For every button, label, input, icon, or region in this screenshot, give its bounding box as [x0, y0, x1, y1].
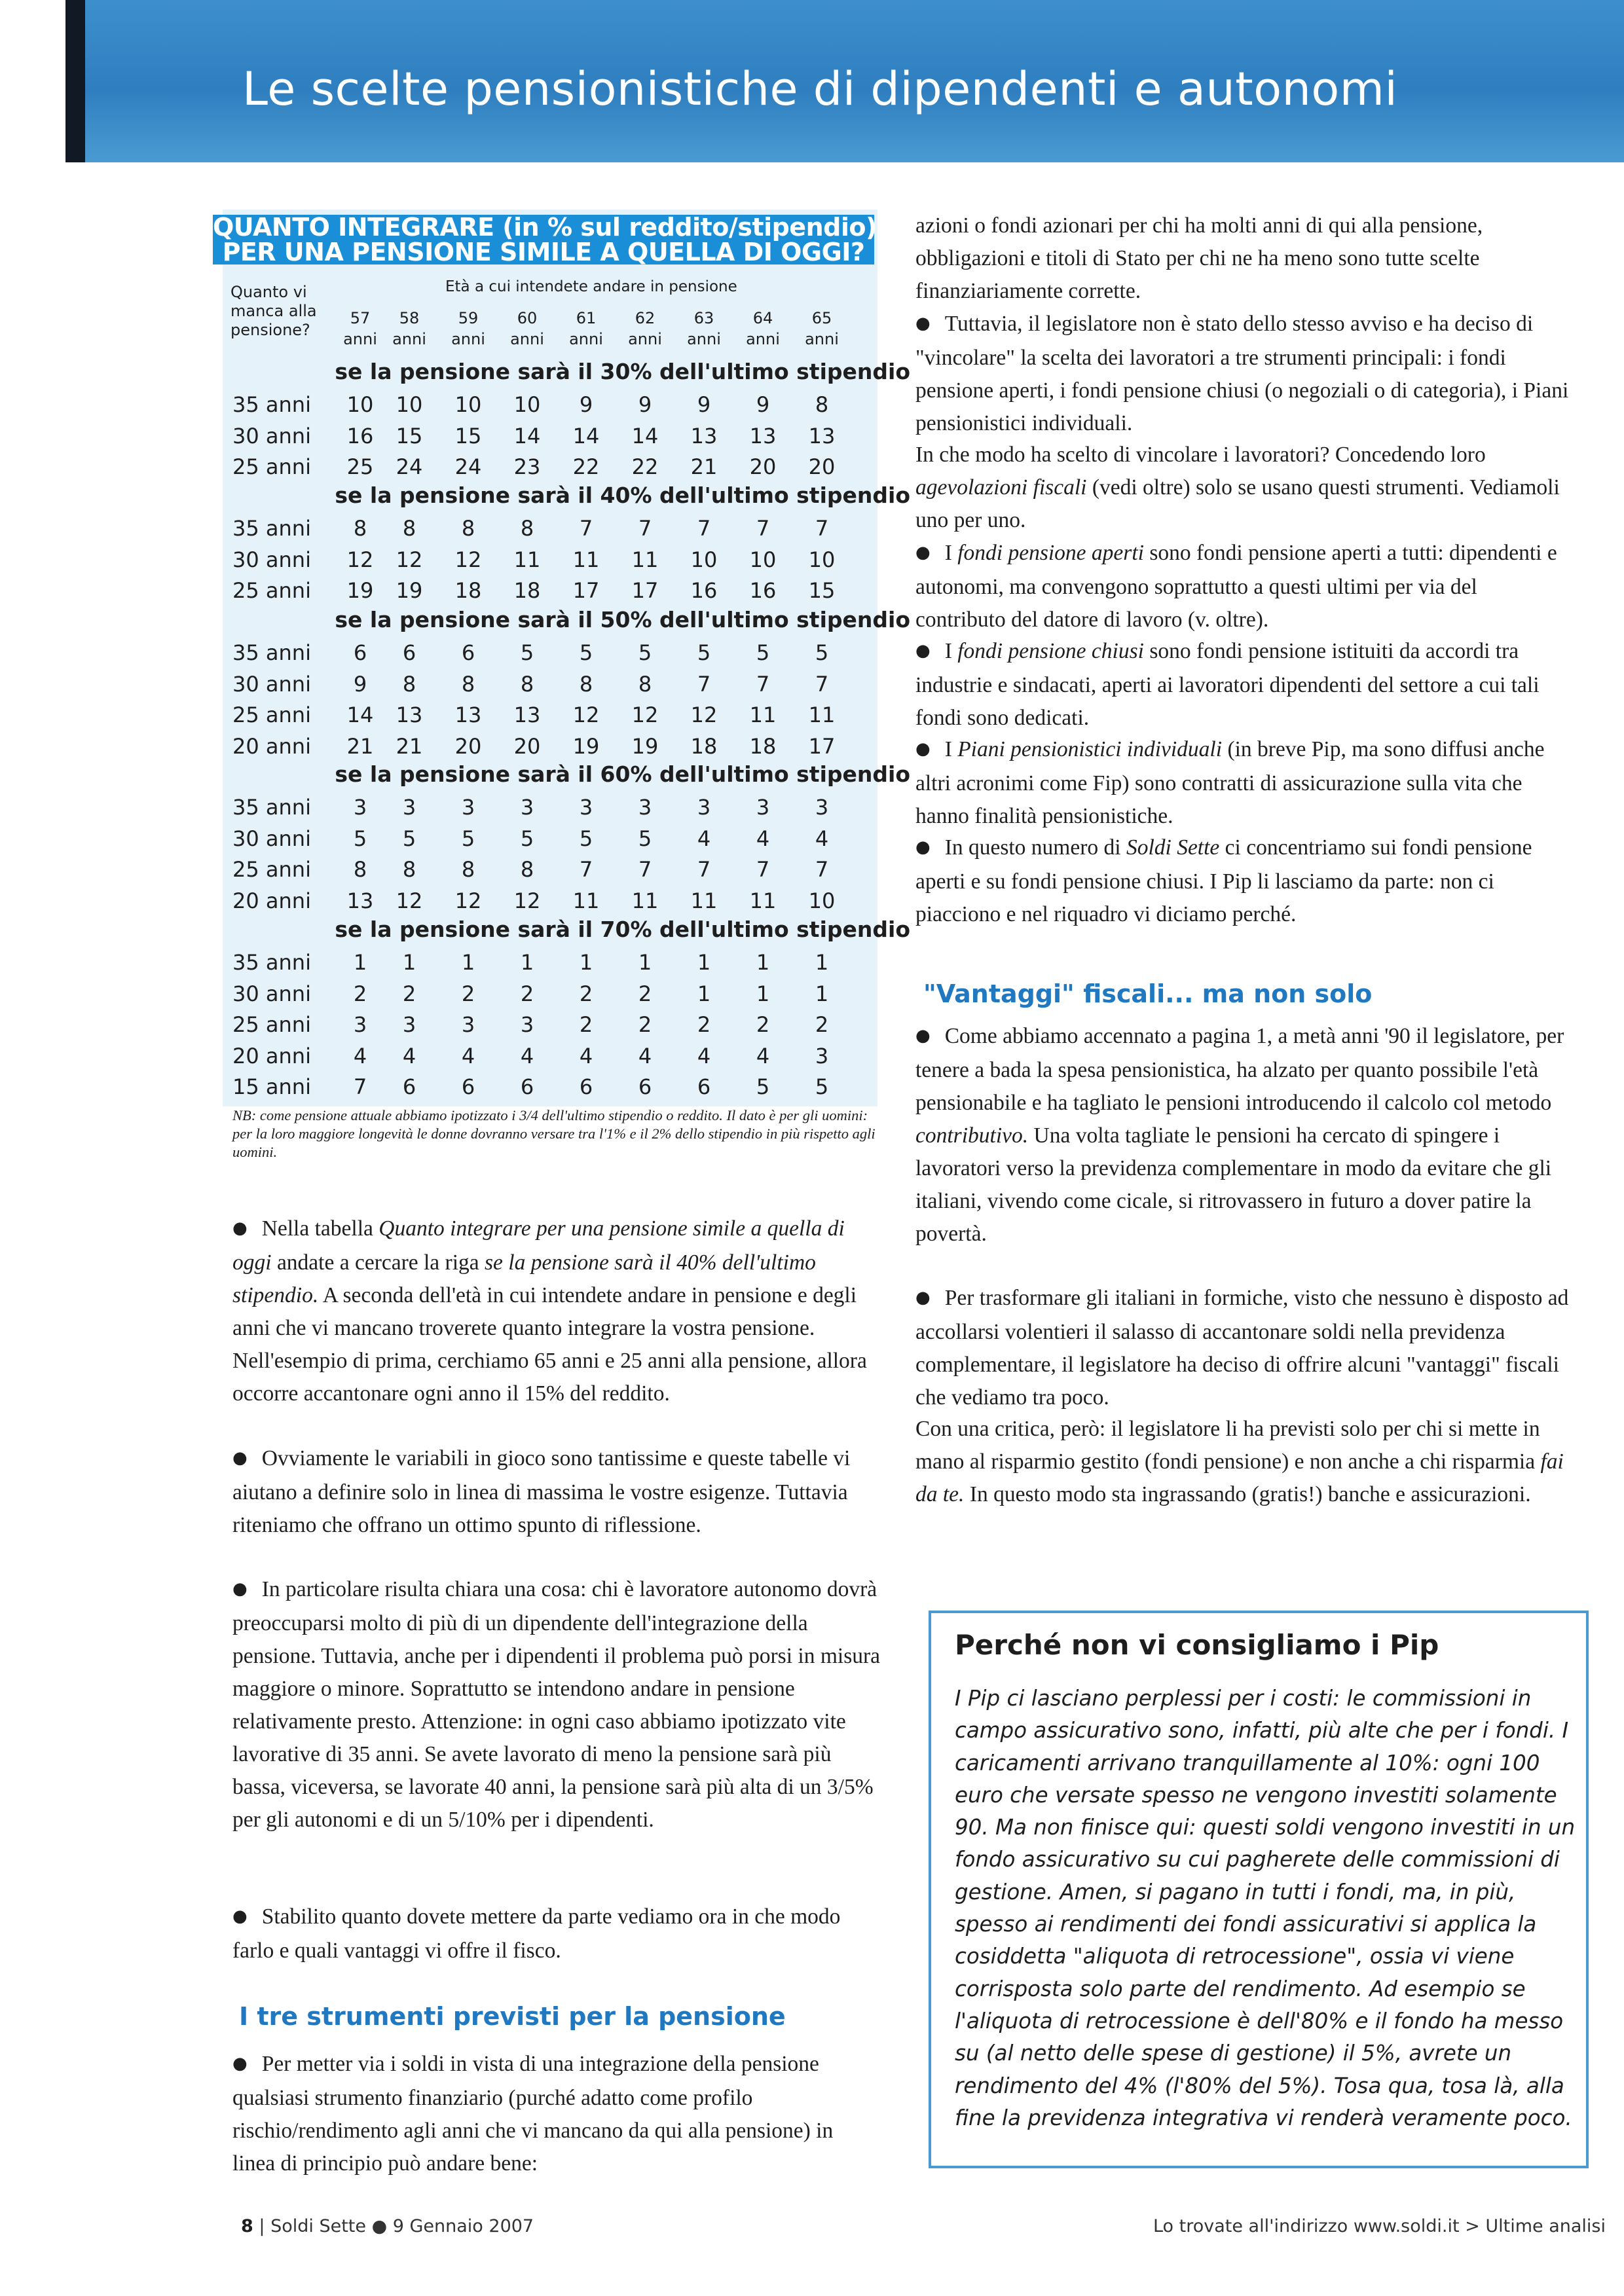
table-cell: 14 [572, 423, 600, 448]
left-paragraph-1: ● Nella tabella Quanto integrare per una pensione simile a quella di oggi andate a cercare la riga se la pensione sarà il 40% dell'ultimo stipendio. A seconda dell'età in cui intendete andare in pensione e degli anni che vi mancano troverete quanto integrare la vostra pensione. Nell'esempio di prima, cerchiamo 65 anni e 25 anni alla pensione, allora occorre accantonare ogni anno il 15% del reddito. [232, 1216, 867, 1406]
age-unit: anni [746, 330, 780, 348]
table-row-label: 20 anni [232, 888, 311, 913]
table-cell: 4 [461, 1043, 475, 1068]
table-row-label: 20 anni [232, 733, 311, 759]
table-cell: 13 [396, 702, 423, 727]
table-cell: 20 [808, 454, 836, 479]
table-cell: 6 [461, 1074, 475, 1099]
table-cell: 10 [346, 392, 374, 417]
table-cell: 11 [690, 888, 718, 913]
table-row-label: 25 anni [232, 454, 311, 479]
left-paragraph-4: ● Stabilito quanto dovete mettere da parte vediamo ora in che modo farlo e quali vantaggi vi offre il fisco. [232, 1904, 841, 1963]
table-row-label: 15 anni [232, 1074, 311, 1099]
table-cell: 13 [749, 423, 777, 448]
table-cell: 7 [697, 516, 711, 541]
table-cell: 7 [638, 857, 652, 882]
right-heading: "Vantaggi" fiscali... ma non solo [923, 979, 1373, 1008]
table-cell: 11 [749, 702, 777, 727]
table-cell: 1 [697, 950, 711, 975]
table-cell: 9 [756, 392, 770, 417]
table-cell: 25 [346, 454, 374, 479]
table-cell: 14 [346, 702, 374, 727]
table-section-title: se la pensione sarà il 30% dell'ultimo stipendio [335, 359, 910, 384]
table-cell: 5 [579, 640, 593, 665]
table-cell: 1 [638, 950, 652, 975]
table-cell: 2 [697, 1012, 711, 1037]
table-cell: 1 [461, 950, 475, 975]
table-cell: 5 [353, 826, 367, 851]
table-cell: 11 [572, 888, 600, 913]
table-cell: 11 [631, 888, 659, 913]
table-cell: 3 [756, 795, 770, 820]
table-cell: 8 [520, 516, 534, 541]
table-cell: 12 [454, 888, 482, 913]
left-heading: I tre strumenti previsti per la pensione [239, 2002, 786, 2031]
right-paragraph-4: ● I fondi pensione chiusi sono fondi pensione istituiti da accordi tra industrie e sindacati, aperti ai lavoratori dipendenti del settore a cui tali fondi sono dedicati. [915, 639, 1540, 730]
age-value: 63 [693, 309, 714, 327]
table-cell: 16 [346, 423, 374, 448]
table-cell: 12 [690, 702, 718, 727]
header-banner-edge [65, 0, 85, 162]
table-cell: 4 [579, 1043, 593, 1068]
issue-date: 9 Gennaio 2007 [392, 2216, 534, 2236]
table-cell: 4 [353, 1043, 367, 1068]
right-paragraph-1: azioni o fondi azionari per chi ha molti anni di qui alla pensione, obbligazioni e titoli di Stato per chi ne ha meno sono tutte scelte finanziariamente corrette. [915, 213, 1483, 303]
table-cell: 3 [815, 795, 829, 820]
table-cell: 8 [353, 857, 367, 882]
age-value: 61 [576, 309, 597, 327]
age-column-header [442, 308, 494, 350]
left-paragraph-2: ● Ovviamente le variabili in gioco sono tantissime e queste tabelle vi aiutano a definire solo in linea di massima le vostre esigenze. Tuttavia riteniamo che offrano un ottimo spunto di riflessione. [232, 1446, 851, 1537]
right-paragraph-3: ● I fondi pensione aperti sono fondi pensione aperti a tutti: dipendenti e autonomi, ma convengono soprattutto a questi ultimi per via del contributo del datore di lavoro (v. oltre). [915, 541, 1557, 632]
table-cell: 15 [808, 578, 836, 603]
table-cell: 5 [756, 640, 770, 665]
table-cell: 2 [756, 1012, 770, 1037]
table-cell: 7 [579, 857, 593, 882]
table-cell: 19 [631, 733, 659, 759]
footer-publication: 8 | Soldi Sette ● 9 Gennaio 2007 [241, 2216, 534, 2236]
table-cell: 9 [638, 392, 652, 417]
table-cell: 8 [638, 671, 652, 697]
table-cell: 11 [572, 547, 600, 572]
table-cell: 3 [638, 795, 652, 820]
table-cell: 11 [631, 547, 659, 572]
table-cell: 12 [396, 888, 423, 913]
table-note: NB: come pensione attuale abbiamo ipotizzato i 3/4 dell'ultimo stipendio o reddito. Il dato è per gli uomini: per la loro maggiore longevità le donne dovranno versare tra l'1% e il 2% dello stipendio in più rispetto agli uomini. [232, 1107, 876, 1160]
table-cell: 6 [638, 1074, 652, 1099]
table-section-title: se la pensione sarà il 70% dell'ultimo stipendio [335, 917, 910, 942]
table-cell: 3 [402, 795, 416, 820]
table-cell: 12 [346, 547, 374, 572]
age-unit: anni [343, 330, 377, 348]
table-cell: 12 [513, 888, 541, 913]
table-cell: 13 [513, 702, 541, 727]
table-cell: 1 [697, 981, 711, 1006]
age-column-header [737, 308, 789, 350]
footer-link-text: Lo trovate all'indirizzo www.soldi.it > Ultime analisi [1153, 2216, 1606, 2236]
table-cell: 19 [572, 733, 600, 759]
table-cell: 15 [396, 423, 423, 448]
table-cell: 5 [697, 640, 711, 665]
table-cell: 19 [346, 578, 374, 603]
table-cell: 14 [513, 423, 541, 448]
page-title: Le scelte pensionistiche di dipendenti e autonomi [242, 62, 1398, 116]
table-section-title: se la pensione sarà il 50% dell'ultimo stipendio [335, 607, 910, 632]
age-column-header [796, 308, 848, 350]
table-cell: 7 [756, 671, 770, 697]
table-cell: 18 [690, 733, 718, 759]
table-row-header: Quanto vi manca alla pensione? [231, 283, 317, 339]
table-cell: 12 [631, 702, 659, 727]
age-value: 58 [399, 309, 420, 327]
table-cell: 2 [638, 981, 652, 1006]
table-row-label: 30 anni [232, 671, 311, 697]
table-cell: 15 [454, 423, 482, 448]
table-cell: 7 [697, 671, 711, 697]
table-cell: 8 [579, 671, 593, 697]
table-row-label: 25 anni [232, 857, 311, 882]
table-cell: 12 [396, 547, 423, 572]
table-cell: 23 [513, 454, 541, 479]
table-cell: 2 [353, 981, 367, 1006]
table-cell: 6 [353, 640, 367, 665]
page-number: 8 [241, 2216, 253, 2236]
age-unit: anni [628, 330, 662, 348]
table-cell: 3 [461, 795, 475, 820]
age-unit: anni [392, 330, 426, 348]
table-title-line-2: PER UNA PENSIONE SIMILE A QUELLA DI OGGI? [222, 238, 865, 266]
table-cell: 6 [461, 640, 475, 665]
table-cell: 1 [815, 981, 829, 1006]
table-cell: 3 [815, 1043, 829, 1068]
table-cell: 5 [402, 826, 416, 851]
table-cell: 1 [520, 950, 534, 975]
table-cell: 8 [461, 671, 475, 697]
age-value: 57 [350, 309, 371, 327]
right-paragraph-9: Con una critica, però: il legislatore li ha previsti solo per chi si mette in mano al risparmio gestito (fondi pensione) e non anche a chi risparmia fai da te. In questo modo sta ingrassando (gratis!) banche e assicurazioni. [915, 1417, 1564, 1506]
table-cell: 10 [454, 392, 482, 417]
table-cell: 5 [461, 826, 475, 851]
table-column-header: Età a cui intendete andare in pensione [445, 278, 737, 295]
table-row-label: 25 anni [232, 1012, 311, 1037]
table-cell: 13 [346, 888, 374, 913]
age-unit: anni [569, 330, 603, 348]
table-title-line-1: QUANTO INTEGRARE (in % sul reddito/stipendio) [213, 213, 877, 242]
table-cell: 7 [579, 516, 593, 541]
age-unit: anni [687, 330, 721, 348]
table-cell: 2 [402, 981, 416, 1006]
table-cell: 20 [749, 454, 777, 479]
table-cell: 8 [402, 671, 416, 697]
table-cell: 3 [520, 795, 534, 820]
table-cell: 7 [815, 857, 829, 882]
table-cell: 7 [756, 857, 770, 882]
table-cell: 1 [815, 950, 829, 975]
table-cell: 18 [513, 578, 541, 603]
table-cell: 4 [697, 1043, 711, 1068]
table-cell: 9 [579, 392, 593, 417]
table-cell: 2 [579, 1012, 593, 1037]
table-row-label: 35 anni [232, 640, 311, 665]
table-cell: 20 [513, 733, 541, 759]
table-cell: 13 [690, 423, 718, 448]
table-cell: 4 [815, 826, 829, 851]
table-cell: 9 [697, 392, 711, 417]
right-paragraph-7: ● Come abbiamo accennato a pagina 1, a metà anni '90 il legislatore, per tenere a bada la spesa pensionistica, ha alzato per quanto possibile l'età pensionabile e ha tagliato le pensioni introducendo il calcolo col metodo contributivo. Una volta tagliate le pensioni ha cercato di spingere i lavoratori verso la previdenza complementare in modo da evitare che gli italiani, vivendo come cicale, si ritrovassero in futuro a dover patire la povertà. [915, 1024, 1564, 1246]
right-paragraph-8: ● Per trasformare gli italiani in formiche, visto che nessuno è disposto ad accollarsi volentieri il salasso di accantonare soldi nella previdenza complementare, il legislatore ha deciso di offrire alcuni "vantaggi" fiscali che vediamo tra poco. [915, 1286, 1569, 1410]
table-section-title: se la pensione sarà il 60% dell'ultimo stipendio [335, 761, 910, 787]
table-cell: 7 [638, 516, 652, 541]
table-cell: 5 [815, 1074, 829, 1099]
age-unit: anni [451, 330, 485, 348]
table-cell: 21 [690, 454, 718, 479]
table-row-label: 30 anni [232, 423, 311, 448]
age-value: 62 [635, 309, 655, 327]
table-cell: 24 [454, 454, 482, 479]
table-cell: 10 [749, 547, 777, 572]
age-column-header [501, 308, 553, 350]
pip-box-text: I Pip ci lasciano perplessi per i costi: le commissioni in campo assicurativo sono, infatti, più alte che per i fondi. I caricamenti arrivano tranquillamente al 10%: ogni 100 euro che versate spesso ne vengono investiti solamente 90. Ma non finisce qui: questi soldi vengono investiti in un fondo assicurativo su cui pagherete delle commissioni di gestione. Amen, si pagano in tutti i fondi, ma, in più, spesso ai rendimenti dei fondi assicurativi si applica la cosiddetta "aliquota di retrocessione", ossia vi viene corrisposta solo parte del rendimento. Ad esempio se l'aliquota di retrocessione è dell'80% e il fondo ha messo su (al netto delle spese di gestione) il 5%, avrete un rendimento del 4% (l'80% del 5%). Tosa qua, tosa là, alla fine la previdenza integrativa vi renderà veramente poco. [955, 1686, 1576, 2130]
table-row-label: 35 anni [232, 392, 311, 417]
table-cell: 10 [808, 547, 836, 572]
table-cell: 14 [631, 423, 659, 448]
table-cell: 10 [690, 547, 718, 572]
table-cell: 2 [638, 1012, 652, 1037]
table-cell: 8 [402, 857, 416, 882]
table-cell: 2 [520, 981, 534, 1006]
age-column-header [383, 308, 435, 350]
table-cell: 1 [756, 950, 770, 975]
table-cell: 4 [697, 826, 711, 851]
table-cell: 8 [353, 516, 367, 541]
age-value: 59 [458, 309, 479, 327]
table-cell: 3 [579, 795, 593, 820]
age-value: 60 [517, 309, 538, 327]
table-cell: 3 [520, 1012, 534, 1037]
table-cell: 10 [513, 392, 541, 417]
table-cell: 4 [520, 1043, 534, 1068]
table-cell: 8 [402, 516, 416, 541]
table-cell: 6 [402, 640, 416, 665]
table-row-label: 35 anni [232, 795, 311, 820]
table-cell: 12 [572, 702, 600, 727]
table-cell: 22 [631, 454, 659, 479]
table-cell: 4 [402, 1043, 416, 1068]
table-row-label: 20 anni [232, 1043, 311, 1068]
table-cell: 8 [815, 392, 829, 417]
table-cell: 5 [815, 640, 829, 665]
right-paragraph-2: ● Tuttavia, il legislatore non è stato dello stesso avviso e ha deciso di "vincolare" la scelta dei lavoratori a tre strumenti principali: i fondi pensione aperti, i fondi pensione chiusi (o negoziali o di categoria), i Piani pensionistici individuali. [915, 312, 1569, 435]
table-cell: 24 [396, 454, 423, 479]
table-cell: 4 [638, 1043, 652, 1068]
table-cell: 1 [579, 950, 593, 975]
table-cell: 3 [353, 1012, 367, 1037]
pip-box-title: Perché non vi consigliamo i Pip [955, 1629, 1439, 1661]
table-cell: 10 [396, 392, 423, 417]
table-cell: 6 [520, 1074, 534, 1099]
age-unit: anni [510, 330, 544, 348]
age-column-header [678, 308, 730, 350]
table-row-label: 30 anni [232, 981, 311, 1006]
table-cell: 2 [815, 1012, 829, 1037]
table-cell: 8 [461, 516, 475, 541]
table-title [213, 213, 877, 266]
table-cell: 3 [697, 795, 711, 820]
table-cell: 3 [402, 1012, 416, 1037]
table-cell: 17 [808, 733, 836, 759]
table-cell: 3 [353, 795, 367, 820]
table-row-label: 25 anni [232, 702, 311, 727]
table-cell: 10 [808, 888, 836, 913]
table-cell: 8 [461, 857, 475, 882]
table-row-label: 30 anni [232, 547, 311, 572]
right-paragraph-2b: In che modo ha scelto di vincolare i lavoratori? Concedendo loro agevolazioni fiscali (vedi oltre) solo se usano questi strumenti. Vediamoli uno per uno. [915, 443, 1560, 532]
table-cell: 2 [461, 981, 475, 1006]
table-cell: 7 [756, 516, 770, 541]
table-cell: 18 [454, 578, 482, 603]
table-cell: 7 [815, 516, 829, 541]
table-cell: 8 [520, 671, 534, 697]
left-paragraph-3: ● In particolare risulta chiara una cosa: chi è lavoratore autonomo dovrà preoccuparsi molto di più di un dipendente dell'integrazione della pensione. Tuttavia, anche per i dipendenti il problema può porsi in misura maggiore o minore. Soprattutto se intendono andare in pensione relativamente presto. Attenzione: in ogni caso abbiamo ipotizzato vite lavorative di 35 anni. Se avete lavorato di meno la pensione sarà più bassa, viceversa, se lavorate 40 anni, la pensione sarà più alta di un 3/5% per gli autonomi e di un 5/10% per i dipendenti. [232, 1577, 881, 1832]
table-cell: 5 [638, 826, 652, 851]
table-row-label: 35 anni [232, 950, 311, 975]
table-cell: 2 [579, 981, 593, 1006]
table-cell: 4 [756, 1043, 770, 1068]
table-cell: 6 [579, 1074, 593, 1099]
table-section-title: se la pensione sarà il 40% dell'ultimo stipendio [335, 483, 910, 508]
right-paragraph-6: ● In questo numero di Soldi Sette ci concentriamo sui fondi pensione aperti e su fondi pensione chiusi. I Pip li lasciamo da parte: non ci piacciono e nel riquadro vi diciamo perché. [915, 835, 1532, 926]
right-paragraph-5: ● I Piani pensionistici individuali (in breve Pip, ma sono diffusi anche altri acronimi come Fip) sono contratti di assicurazione sulla vita che hanno finalità pensionistiche. [915, 737, 1545, 828]
table-cell: 7 [353, 1074, 367, 1099]
table-cell: 16 [690, 578, 718, 603]
table-cell: 4 [756, 826, 770, 851]
table-cell: 6 [402, 1074, 416, 1099]
age-value: 65 [811, 309, 832, 327]
table-cell: 13 [808, 423, 836, 448]
table-cell: 3 [461, 1012, 475, 1037]
table-cell: 5 [579, 826, 593, 851]
table-cell: 19 [396, 578, 423, 603]
table-cell: 1 [402, 950, 416, 975]
table-cell: 6 [697, 1074, 711, 1099]
table-cell: 22 [572, 454, 600, 479]
table-cell: 18 [749, 733, 777, 759]
table-row-label: 25 anni [232, 578, 311, 603]
table-cell: 17 [572, 578, 600, 603]
table-cell: 17 [631, 578, 659, 603]
age-column-header [619, 308, 671, 350]
table-cell: 7 [697, 857, 711, 882]
table-cell: 5 [520, 640, 534, 665]
table-cell: 11 [808, 702, 836, 727]
table-cell: 21 [346, 733, 374, 759]
table-cell: 11 [749, 888, 777, 913]
left-paragraph-5: ● Per metter via i soldi in vista di una integrazione della pensione qualsiasi strumento finanziario (purché adatto come profilo rischio/rendimento agli anni che vi mancano da qui alla pensione) in linea di principio può andare bene: [232, 2052, 834, 2176]
table-cell: 13 [454, 702, 482, 727]
table-cell: 1 [756, 981, 770, 1006]
age-unit: anni [805, 330, 839, 348]
age-value: 64 [752, 309, 773, 327]
table-cell: 9 [353, 671, 367, 697]
table-cell: 5 [520, 826, 534, 851]
table-cell: 1 [353, 950, 367, 975]
table-cell: 16 [749, 578, 777, 603]
publication-name: Soldi Sette [270, 2216, 366, 2236]
table-cell: 12 [454, 547, 482, 572]
age-column-header [334, 308, 386, 350]
table-cell: 7 [815, 671, 829, 697]
table-cell: 8 [520, 857, 534, 882]
table-cell: 5 [756, 1074, 770, 1099]
table-cell: 11 [513, 547, 541, 572]
table-cell: 5 [638, 640, 652, 665]
table-cell: 21 [396, 733, 423, 759]
age-column-header [560, 308, 612, 350]
table-cell: 20 [454, 733, 482, 759]
table-row-label: 30 anni [232, 826, 311, 851]
table-row-label: 35 anni [232, 516, 311, 541]
